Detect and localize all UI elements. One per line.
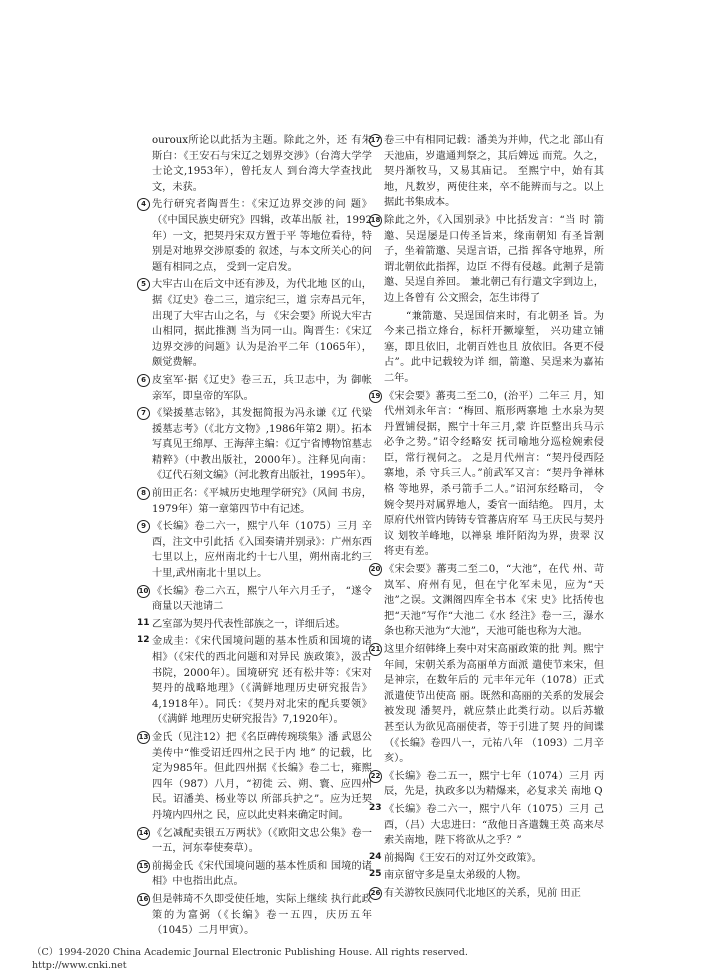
footnote-text: 皮室军·据《辽史》卷三五，兵卫志中，为 御帐亲军，即皇帝的军队。 — [152, 374, 372, 402]
footnote-number: 25 — [369, 869, 382, 880]
footnote-text: 前揭金氏《宋代国境问题的基本性质和 国境的诸相》中也指出此点。 — [152, 860, 372, 888]
footnote-number: 11 — [137, 617, 150, 628]
footnote-number: 17 — [369, 134, 382, 147]
footnote — [137, 373, 372, 404]
footnote-text: 《长编》卷二六一，熙宁八年（1075）三月 辛酉，注文中引此括《入国奏请并别录》：广州东西七里以上，应州南北约十七八里，朔州南北约三十里,武州南北十里以上。 — [152, 521, 372, 580]
footnote — [369, 133, 604, 211]
footnote-number: 19 — [369, 390, 382, 403]
footnote-text: 金氏（见注12）把《名臣碑传琬琰集》潘 武恩公美传中“惟受诏迁四州之民于内 地” 的记载，比定为985年。但此四州据《长编》卷二七，雍熙四年（987）八月，“初徙 云、朔、寰、应四州民。诏潘美、杨业等以 所部兵护之”。应为迁契丹境内四州之 民，应以此史料来确定时间。 — [152, 731, 372, 821]
footnote-text: 《长编》卷二五一，熙宁七年（1074）三月 丙辰，先是，执政多以为精爆来，必复求关 南地 Q — [384, 770, 604, 798]
footnote-text: 有关游牧民族同代北地区的关系，见前 田正 — [384, 887, 581, 899]
footnote-number: 12 — [137, 635, 150, 646]
footnote — [369, 802, 604, 849]
footnote-number: 10 — [137, 585, 150, 598]
footnote-text: 《长编》卷二六五，熙宁八年六月壬子， “遂令商量以天池请二 — [152, 585, 372, 613]
footnote-number: 13 — [137, 731, 150, 744]
footnote — [137, 133, 372, 195]
footnote-text: 前田正名：《平城历史地理学研究》（风间 书房，1979年）第一章第四节中有记述。 — [152, 488, 372, 515]
footnote-number: 6 — [137, 374, 150, 387]
footnote-number: 24 — [369, 851, 382, 862]
footnote — [137, 892, 372, 939]
footnote-text: 《长编》卷二六一，熙宁八年（1075）三月 己酉，（吕）大忠进曰：“敌他日吝遣魏王英 高来尽索关南地，陛下将欲从之乎？” — [384, 803, 604, 847]
footnote-number: 23 — [369, 802, 382, 813]
footnote-number: 5 — [137, 278, 150, 291]
footnote-text: 卷三中有相同记载：潘美为并帅，代之北 部山有天池庙，岁遣通判祭之，其后婢远 而荒。久之，契丹渐牧马，又易其庙记。 至熙宁中，始有其地，凡数岁，两使往来，卒不能辨而与之。以上据此书集成本。 — [384, 135, 604, 209]
footnote — [137, 486, 372, 517]
footnote — [137, 826, 372, 857]
footnote-text: 金成圭：《宋代国境问题的基本性质和国境的诸相》（《宋代的西北问题和对异民 族政策》，汲古书院，2000年）。国境研究 还有松井等：《宋对契丹的战略地理》（《满鲜地理历史研究报告》4,1918年）。同氏：《契丹对北宋的配兵要领》（《满鲜 地理历史研究报告》7,1920年）。 — [152, 636, 372, 726]
footnote — [137, 584, 372, 615]
footnote — [369, 769, 604, 800]
footnote-number: 15 — [137, 860, 150, 873]
footnote — [137, 519, 372, 581]
footnote — [137, 277, 372, 371]
footnote-text: ouroux所论以此括为主题。除此之外，还 有朱斯白：《王安石与宋辽之划界交涉》（台湾大学学士论文,1953年），曾托友人 到台湾大学查找此文，未获。 — [152, 135, 372, 193]
footnote-text: 乙室部为契丹代表性部族之一，详细后述。 — [152, 618, 346, 630]
footnote-number: 9 — [137, 520, 150, 533]
footnote-text: 《梁援墓志铭》，其发掘简报为冯永谦《辽 代梁援墓志考》（《北方文物》,1986年第2 期）。拓本写真见王绵厚、王海萍主编：《辽宁省博物馆墓志精粹》（中教出版社，2000年）。注释见向南：《辽代石刻文编》（河北教育出版社，1995年）。 — [152, 408, 372, 482]
footnote-number: 7 — [137, 407, 150, 420]
right-column — [369, 133, 604, 904]
footnote — [369, 389, 604, 561]
footnote-number: 18 — [369, 214, 382, 227]
footnote-text: 这里介绍韩绛上奏中对宋高丽政策的批 判。熙宁年间，宋朝关系为高丽单方面派 遣使节来宋，但是神宗，在数年后的 元丰年元年（1078）正式派遣使节出使高 丽。既然和高丽的关系的发展会被发现 潘契丹，就应禁止此类行动。以后苏辙 甚至认为欲见高丽使者，等于引进了契 丹的间谍（《长编》卷四八一，元祐八年 （1093）二月辛亥）。 — [384, 644, 604, 765]
footnote — [137, 859, 372, 890]
footnote-text: 南京留守多是皇太弟级的人物。 — [384, 870, 527, 882]
footnote-text: 前揭陶《王安石的对辽外交政策》。 — [384, 852, 542, 864]
footnote — [137, 617, 372, 633]
footnote — [137, 406, 372, 484]
footnote-number: 26 — [369, 887, 382, 900]
footnote-text: 《宋会要》蕃夷二至二0，“大池”，在代 州、苛岚军、府州有见，但在宁化军未见，应为“天池”之误。文渊阁四库全书本《宋 史》比括传也把“天池”写作“大池二《水 经注》卷一三，瀑水条也称天池为“大池”，天池可能也称为大池。 — [384, 564, 604, 638]
footnote-number: 8 — [137, 487, 150, 500]
footnote-number: 21 — [369, 643, 382, 656]
left-column — [137, 133, 372, 941]
footnote-text: “兼箭邀、吴逞国信来时，有北朝圣 旨。为今来己指立烽台，标杆开撅壕堑， 兴功建立铺塞，即且依旧，北朝百姓也且 放依旧。各更不侵占”。此中记载较为详 细，箭邀、吴逞来为嘉祐二年。 — [384, 310, 604, 384]
footnote — [137, 730, 372, 824]
copyright-line: （C）1994-2020 China Academic Journal Electronic Publishing House. All rights reserved. — [32, 947, 468, 958]
footnote — [369, 562, 604, 640]
footnote-number: 20 — [369, 563, 382, 576]
footnote-text: 先行研究者陶晋生：《宋辽边界交涉的问 题》（《中国民族史研究》四辑，改革出版 社，1992年）一文，把契丹宋双方置于平 等地位看待，特别是对地界交涉原委的 叙述，与本文所关心的问题有相同之点， 受到一定启发。 — [152, 199, 372, 273]
footnote-text: 大牢古山在后文中还有涉及，为代北地 区的山，据《辽史》卷二三，道宗纪三，道 宗寿昌元年，出现了大牢古山之名，与 《宋会要》所说大牢古山相同，据此推测 当为同一山。陶晋生：《宋辽边界交涉的问题》认为是治平二年（1065年），颇觉费解。 — [152, 279, 372, 369]
footnote — [369, 868, 604, 884]
footnote-text: 但是韩琦不久即受使任地，实际上继续 执行此政策的为富弼（《长编》卷一五四，庆历五年（1045）二月甲寅）。 — [152, 893, 372, 937]
footnote-number: 22 — [369, 770, 382, 783]
website-link[interactable]: http://www.cnki.net — [32, 960, 127, 971]
footnote — [137, 197, 372, 275]
footnote-number: 16 — [137, 893, 150, 906]
footnote — [369, 886, 604, 902]
footnote — [137, 634, 372, 728]
footnote-text: 《宋会要》蕃夷二至二0，(治平）二年三 月，知代州刘永年言：“梅回、瓶形两寨地 土水泉为契丹置铺侵据，熙宁十年三月,蒙 许臣整出兵马示必争之势。”诏令经略安 抚司喻地分巡检婉索侵臣，常行视伺之。 之是月代州言：“契丹侵西陉寨地，杀 守兵三人。”前武军又言：“契丹争禅林格 等地界，杀弓箭手二人。”诏河东经略司， 令婉令契丹对属界地人，委官一面结绝。 四月，太原府代州管内铸铸专管蕃店府军 马王庆民与契丹议 划牧羊峰地，以禅泉 堆阡陌沟为界，贵翠 汉将吏有差。 — [384, 390, 604, 558]
footnote — [369, 309, 604, 387]
footnote-number: 14 — [137, 827, 150, 840]
footnote-text: 除此之外，《入国别录》中比括发言：“当 时 箭邀、吴逞屡是口传圣旨来，缘南朝知 有圣旨割子，坐着箭邀、吴逞言语，己指 挥各守地界，所谓北朝依此指挥，边臣 不得有侵越。此割子是箭邀、吴逞自养回。 兼北朝己有行遣文字到边上，边上各曾有 公文照会，怎生讳得了 — [384, 214, 604, 304]
footnote-text: 《乞减配卖银五万两状》（《欧阳文忠公集》卷一一五，河东奉使奏草）。 — [152, 827, 372, 855]
footnote-number: 4 — [137, 198, 150, 211]
footnote — [369, 851, 604, 867]
footnote — [369, 213, 604, 307]
copyright-footer — [32, 946, 552, 972]
footnote — [369, 642, 604, 767]
